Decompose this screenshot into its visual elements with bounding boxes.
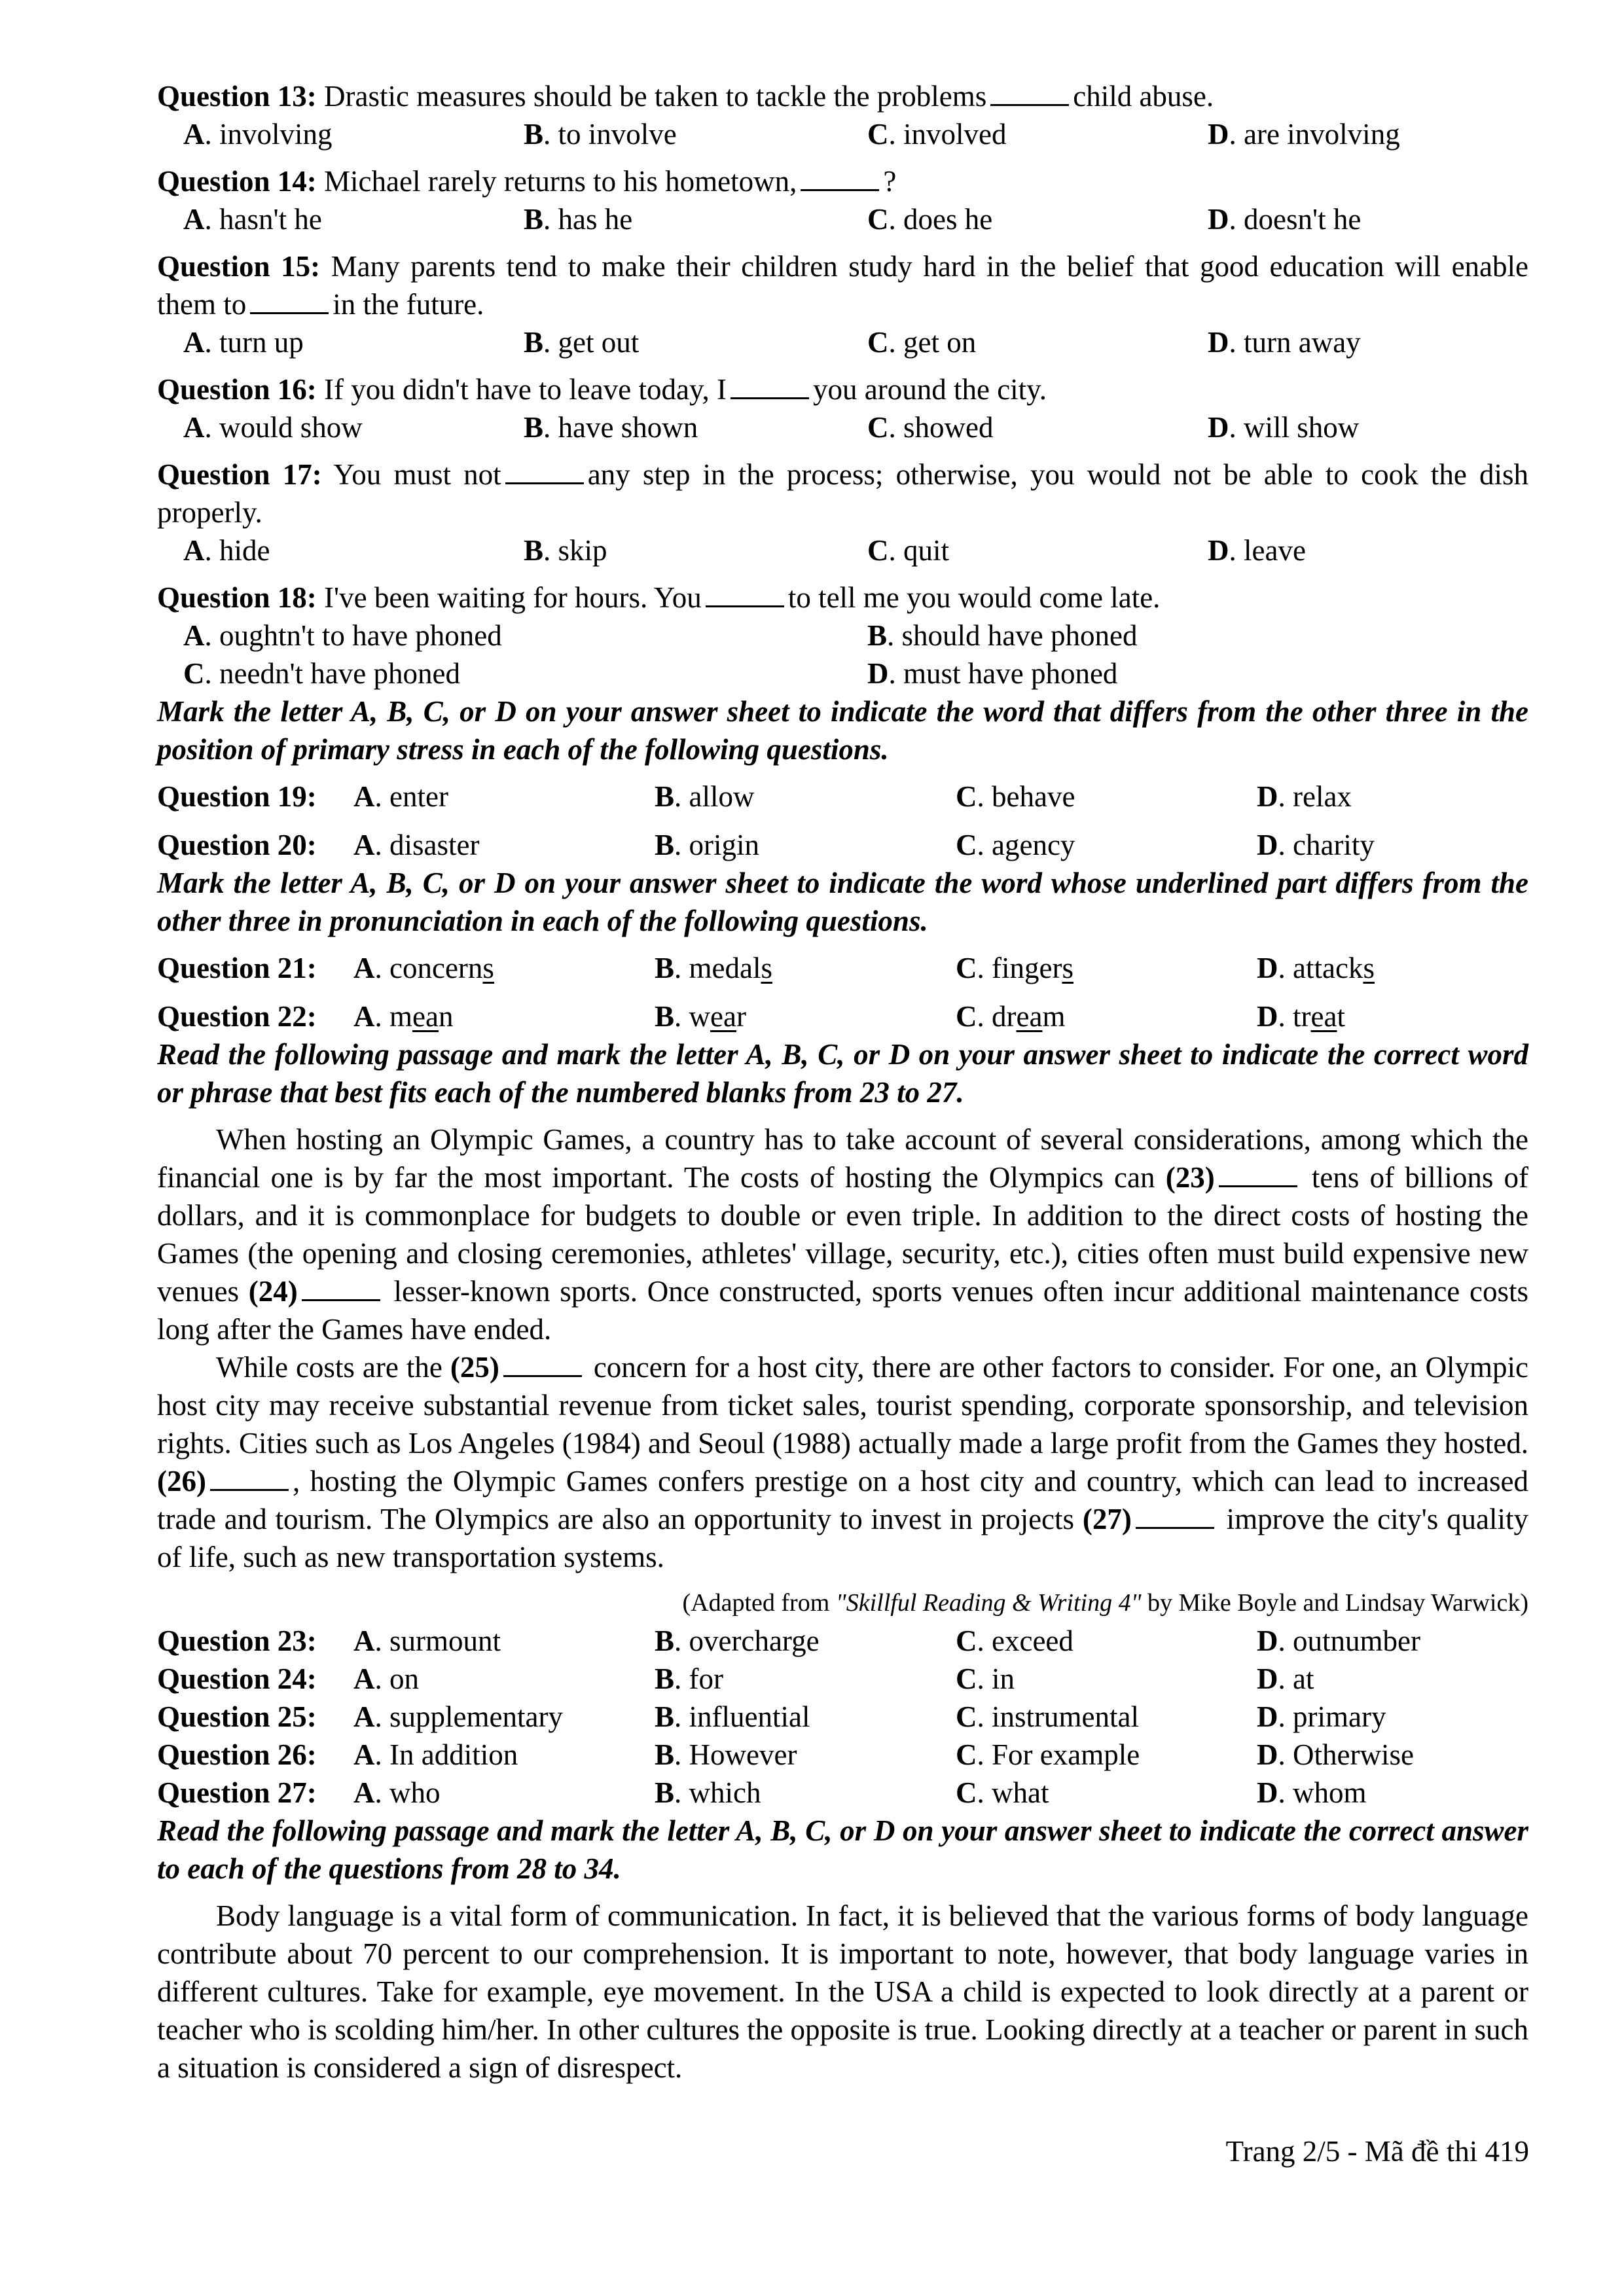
option-a: A. concerns [353,952,494,984]
question-label: Question 14: [157,165,317,198]
option-a: A. disaster [353,829,480,861]
option-b: B. However [655,1738,797,1771]
option-b: B. origin [655,829,760,861]
question-23: Question 23: A. surmount B. overcharge C. exceed D. outnumber [157,1622,1528,1660]
option-a: A. hide [183,534,270,567]
question-25: Question 25: A. supplementary B. influential C. instrumental D. primary [157,1698,1528,1736]
underlined-part: s [1062,952,1074,984]
reading-paragraph-1: Body language is a vital form of communication. In fact, it is believed that the various forms of body language contribute about 70 percent to our comprehension. It is important to note, however, that body language varies in different cultures. Take for example, eye movement. In the USA a child is expected to look directly at a parent or teacher who is scolding him/her. In other cultures the opposite is true. Looking directly at a teacher or parent in such a situation is considered a sign of disrespect. [157,1899,1528,2084]
instruction-cloze: Read the following passage and mark the letter A, B, C, or D on your answer sheet to indicate the correct word or phrase that best fits each of the numbered blanks from 23 to 27. [157,1038,1528,1109]
options [157,200,1528,238]
option-c: C. does he [867,203,993,236]
option-b: B. to involve [524,118,677,151]
option-c: C. agency [956,829,1075,861]
options [157,408,1528,446]
answer-blank [250,286,329,314]
option-c: C. dream [956,1000,1066,1033]
option-a: A. In addition [353,1738,518,1771]
option-b: B. have shown [524,411,698,444]
question-24: Question 24: A. on B. for C. in D. at [157,1660,1528,1698]
underlined-part: s [482,952,494,984]
question-label: Question 13: [157,80,317,113]
underlined-part: s [1363,952,1375,984]
answer-blank [801,163,879,191]
reading-passage [157,1897,1528,2087]
option-b: B. for [655,1662,723,1695]
option-b: B. has he [524,203,633,236]
option-c: C. what [956,1776,1049,1809]
option-b: B. wear [655,1000,746,1033]
option-a: A. who [353,1776,441,1809]
option-a: A. surmount [353,1624,501,1657]
question-label: Question 17: [157,458,322,491]
question-19: Question 19: A. enter B. allow C. behave D. relax [157,778,1528,816]
option-a: A. turn up [183,326,304,359]
answer-blank [731,371,809,399]
question-17: Question 17: You must not any step in the process; otherwise, you would not be able to cook the dish properly. A. hide B. skip C. quit D. leave [157,456,1528,569]
question-label: Question 16: [157,373,317,406]
underlined-part: ea [412,1000,439,1033]
option-b: B. should have phoned [867,619,1138,652]
option-b: B. influential [655,1700,810,1733]
option-c: C. quit [867,534,950,567]
question-label: Question 15: [157,250,321,283]
option-b: B. skip [524,534,607,567]
option-d: D. outnumber [1257,1624,1420,1657]
answer-blank [503,1349,582,1377]
instruction-stress: Mark the letter A, B, C, or D on your answer sheet to indicate the word that differs from the other three in the position of primary stress in each of the following questions. [157,695,1528,766]
answer-blank [1219,1159,1297,1187]
cloze-passage [157,1121,1528,1576]
option-c: C. instrumental [956,1700,1139,1733]
option-d: D. are involving [1208,118,1400,151]
option-a: A. involving [183,118,333,151]
option-d: D. at [1257,1662,1314,1695]
option-a: A. would show [183,411,363,444]
question-21: Question 21: A. concerns B. medals C. fingers D. attacks [157,949,1528,987]
exam-page [157,77,1528,2096]
instruction-pronunciation: Mark the letter A, B, C, or D on your answer sheet to indicate the word whose underlined part differs from the other three in pronunciation in each of the following questions. [157,867,1528,937]
question-27: Question 27: A. who B. which C. what D. whom [157,1774,1528,1812]
option-d: D. primary [1257,1700,1386,1733]
underlined-part: s [761,952,772,984]
option-c: C. fingers [956,952,1074,984]
option-a: A. supplementary [353,1700,563,1733]
answer-blank [1136,1501,1214,1529]
option-d: D. treat [1257,1000,1345,1033]
question-20: Question 20: A. disaster B. origin C. agency D. charity [157,826,1528,864]
options [157,531,1528,569]
option-b: B. get out [524,326,640,359]
answer-blank [210,1463,289,1491]
option-a: A. enter [353,780,448,813]
option-d: D. Otherwise [1257,1738,1414,1771]
option-d: D. whom [1257,1776,1367,1809]
option-d: D. leave [1208,534,1306,567]
option-a: A. oughtn't to have phoned [183,619,502,652]
option-d: D. charity [1257,829,1375,861]
option-b: B. overcharge [655,1624,820,1657]
option-c: C. exceed [956,1624,1074,1657]
answer-blank [302,1273,380,1301]
underlined-part: ea [710,1000,736,1033]
question-16: Question 16: If you didn't have to leave today, I you around the city. A. would show B. have shown C. showed D. will show [157,370,1528,446]
question-26: Question 26: A. In addition B. However C. For example D. Otherwise [157,1736,1528,1774]
option-c: C. needn't have phoned [183,657,460,690]
question-18: Question 18: I've been waiting for hours. You to tell me you would come late. A. oughtn't to have phoned B. should have phoned C. needn't have phoned D. must have phoned [157,579,1528,692]
option-d: D. must have phoned [867,657,1118,690]
question-15: Question 15: Many parents tend to make their children study hard in the belief that good education will enable them to in the future. A. turn up B. get out C. get on D. turn away [157,247,1528,361]
option-d: D. will show [1208,411,1360,444]
option-b: B. allow [655,780,755,813]
cloze-paragraph-2: While costs are the (25) concern for a host city, there are other factors to consider. For one, an Olympic host city may receive substantial revenue from ticket sales, tourist spending, corporate sponsorship, and television rights. Cities such as Los Angeles (1984) and Seoul (1988) actually made a large profit from the Games they hosted. (26) , hosting the Olympic Games confers prestige on a host city and country, which can lead to increased trade and tourism. The Olympics are also an opportunity to invest in projects (27) improve the city's quality of life, such as new transportation systems. [157,1348,1528,1576]
option-c: C. For example [956,1738,1140,1771]
option-d: D. attacks [1257,952,1375,984]
option-c: C. get on [867,326,977,359]
options [157,323,1528,361]
option-c: C. involved [867,118,1007,151]
passage-source: (Adapted from "Skillful Reading & Writing 4" by Mike Boyle and Lindsay Warwick) [682,1589,1528,1617]
question-label: Question 18: [157,581,317,614]
question-13: Question 13: Drastic measures should be taken to tackle the problems child abuse. A. involving B. to involve C. involved D. are involving [157,77,1528,153]
option-d: D. doesn't he [1208,203,1362,236]
answer-blank [706,579,784,607]
option-c: C. in [956,1662,1015,1695]
option-d: D. relax [1257,780,1352,813]
option-b: B. medals [655,952,772,984]
page-footer: Trang 2/5 - Mã đề thi 419 [1225,2135,1529,2168]
option-c: C. showed [867,411,994,444]
option-a: A. hasn't he [183,203,322,236]
option-b: B. which [655,1776,761,1809]
underlined-part: ea [1310,1000,1337,1033]
underlined-part: ea [1016,1000,1043,1033]
answer-blank [505,456,584,484]
instruction-reading: Read the following passage and mark the letter A, B, C, or D on your answer sheet to indicate the correct answer to each of the questions from 28 to 34. [157,1814,1528,1885]
question-22: Question 22: A. mean B. wear C. dream D. treat [157,997,1528,1035]
options [157,115,1528,153]
option-a: A. on [353,1662,419,1695]
option-c: C. behave [956,780,1075,813]
question-14: Question 14: Michael rarely returns to his hometown, ? A. hasn't he B. has he C. does he D. doesn't he [157,162,1528,238]
option-d: D. turn away [1208,326,1361,359]
answer-blank [990,78,1069,106]
option-a: A. mean [353,1000,454,1033]
options [157,617,1528,692]
cloze-paragraph-1: When hosting an Olympic Games, a country has to take account of several considerations, among which the financial one is by far the most important. The costs of hosting the Olympics can (23) tens of billions of dollars, and it is commonplace for budgets to double or even triple. In addition to the direct costs of hosting the Games (the opening and closing ceremonies, athletes' village, security, etc.), cities often must build expensive new venues (24) lesser-known sports. Once constructed, sports venues often incur additional maintenance costs long after the Games have ended. [157,1123,1529,1346]
